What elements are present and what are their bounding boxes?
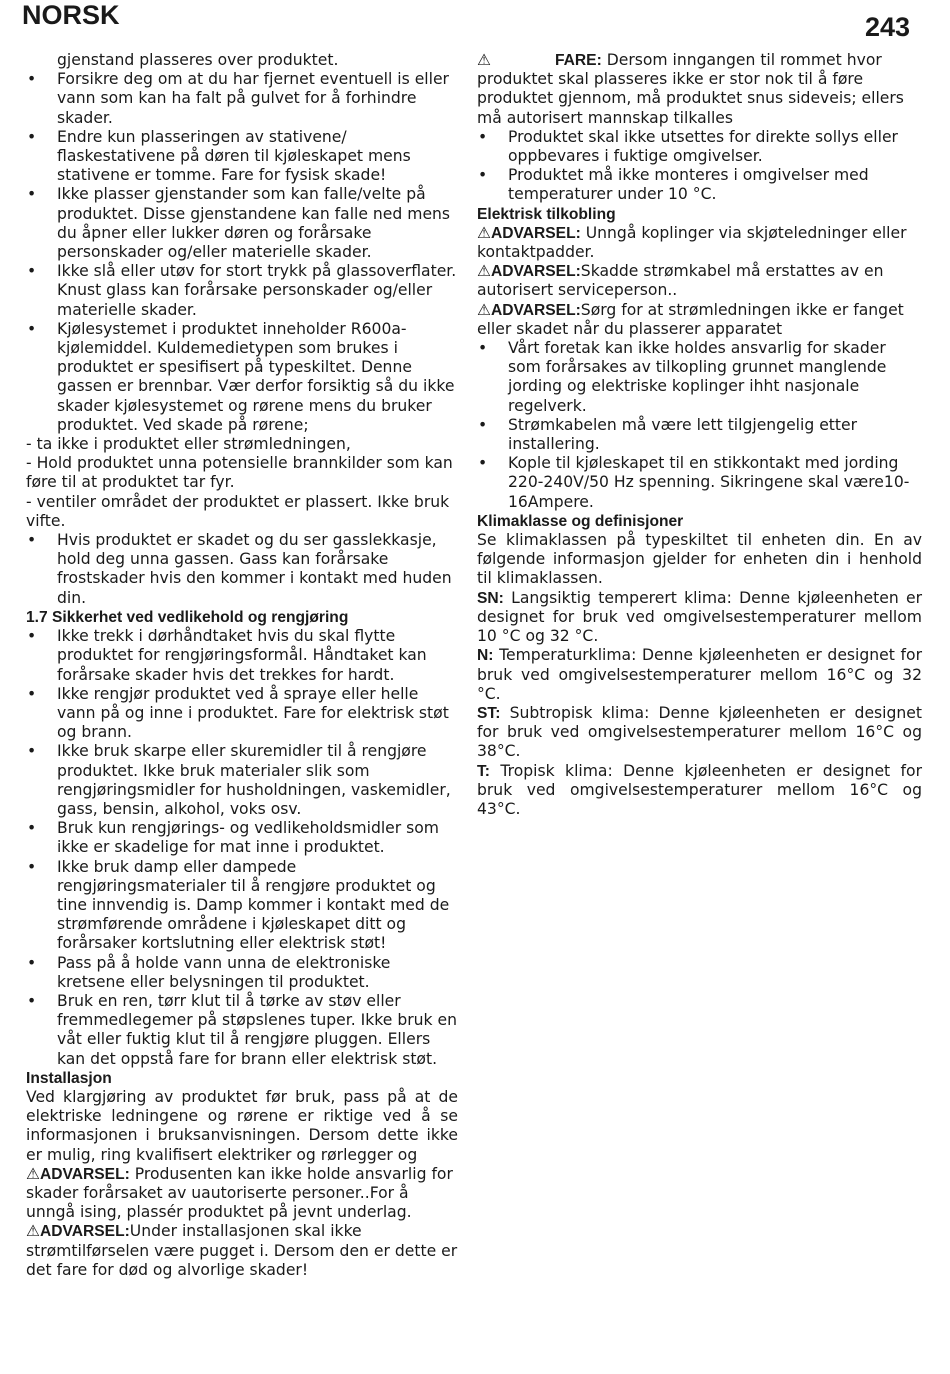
safety-list-b bbox=[26, 531, 458, 608]
climate-code: N: bbox=[477, 647, 494, 665]
climate-class bbox=[477, 762, 922, 820]
list-item: • Bruk en ren, tørr klut til å tørke av støv eller fremmedlegemer på støpslenes tuper. Ikke bruk en våt eller fuktig klut til å rengjøre pluggen. Ellers kan det oppstå fare for brann eller elektrisk støt. bbox=[26, 992, 458, 1069]
warning-icon: ⚠ bbox=[26, 1164, 40, 1183]
section-heading-electric: Elektrisk tilkobling bbox=[477, 205, 616, 223]
list-item: • Kople til kjøleskapet til en stikkontakt med jording 220-240V/50 Hz spenning. Sikringene skal være10-16Ampere. bbox=[477, 454, 922, 512]
list-item: • Ikke plasser gjenstander som kan falle/velte på produktet. Disse gjenstandene kan falle ned mens du åpner eller lukker døren og forårsake personskader og/eller materielle skader. bbox=[26, 185, 458, 262]
warning-paragraph bbox=[477, 301, 922, 339]
warning-paragraph bbox=[26, 1165, 458, 1223]
left-column bbox=[26, 51, 458, 1280]
climate-class bbox=[477, 589, 922, 647]
climate-code: SN: bbox=[477, 589, 504, 607]
maintenance-list bbox=[26, 627, 458, 1069]
electric-list bbox=[477, 339, 922, 512]
list-item: • Ikke bruk skarpe eller skuremidler til å rengjøre produktet. Ikke bruk materialer slik som rengjøringsmidler for husholdningen, vaskemidler, gass, bensin, alkohol, voks osv. bbox=[26, 742, 458, 819]
warning-label: ADVARSEL: bbox=[490, 263, 581, 281]
warning-label: ADVARSEL: bbox=[39, 1223, 130, 1241]
warning-paragraph bbox=[477, 262, 922, 300]
climate-class bbox=[477, 704, 922, 762]
list-item: • Produktet skal ikke utsettes for direkte sollys eller oppbevares i fuktige omgivelser. bbox=[477, 128, 922, 166]
climate-code: ST: bbox=[477, 704, 501, 722]
warning-icon: ⚠ bbox=[477, 51, 491, 69]
climate-text: Temperaturklima: Denne kjøleenheten er designet for bruk ved omgivelsestemperaturer mellom 16°C og 32 °C. bbox=[477, 646, 922, 703]
list-item: • Ikke bruk damp eller dampede rengjøringsmaterialer til å rengjøre produktet og tine innvendig is. Damp kommer i kontakt med de strømførende områdene i kjøleskapet ditt og forårsaker kortslutning eller elektrisk støt! bbox=[26, 858, 458, 954]
list-item: • Ikke rengjør produktet ved å spraye eller helle vann på og inne i produktet. Fare for elektrisk støt og brann. bbox=[26, 685, 458, 743]
warning-icon: ⚠ bbox=[477, 223, 491, 242]
dash-line: - ventiler området der produktet er plassert. Ikke bruk vifte. bbox=[26, 492, 450, 530]
list-item: • Vårt foretak kan ikke holdes ansvarlig for skader som forårsakes av tilkopling grunnet manglende jording og elektriske koplinger ihht nasjonale regelverk. bbox=[477, 339, 922, 416]
warning-text: Under installasjonen skal ikke strømtilførselen være pugget i. Dersom den er dette er det fare for død og alvorlige skader! bbox=[26, 1222, 458, 1279]
warning-text: Skadde strømkabel må erstattes av en autorisert serviceperson.. bbox=[477, 262, 884, 300]
climate-class bbox=[477, 646, 922, 704]
language-header: NORSK bbox=[22, 0, 120, 30]
list-item: • Forsikre deg om at du har fjernet eventuell is eller vann som kan ha falt på gulvet for å forhindre skader. bbox=[26, 70, 458, 128]
section-heading-installation: Installasjon bbox=[26, 1069, 112, 1087]
warning-icon: ⚠ bbox=[477, 262, 491, 281]
list-item: • Ikke trekk i dørhåndtaket hvis du skal flytte produktet for rengjøringsformål. Håndtaket kan forårsake skader hvis det trekkes for hardt. bbox=[26, 627, 458, 685]
section-heading-maintenance: 1.7 Sikkerhet ved vedlikehold og rengjøring bbox=[26, 608, 349, 626]
list-item: • Bruk kun rengjørings- og vedlikeholdsmidler som ikke er skadelige for mat inne i produktet. bbox=[26, 819, 458, 857]
right-column bbox=[477, 51, 922, 819]
installation-paragraph: Ved klargjøring av produktet før bruk, pass på at de elektriske ledningene og rørene er riktige ved å se informasjonen i bruksanvisningen. Dersom dette ikke er mulig, ring kvalifisert elektriker og rørlegger og bbox=[26, 1087, 458, 1164]
warning-paragraph bbox=[26, 1222, 458, 1280]
danger-label: FARE: bbox=[554, 52, 602, 69]
climate-text: Tropisk klima: Denne kjøleenheten er designet for bruk ved omgivelsestemperaturer mellom 16°C og 43°C. bbox=[477, 761, 922, 818]
danger-paragraph bbox=[477, 51, 922, 128]
list-item: • Hvis produktet er skadet og du ser gasslekkasje, hold deg unna gassen. Gass kan forårsake frostskader hvis den kommer i kontakt med huden din. bbox=[26, 531, 458, 608]
section-heading-climate: Klimaklasse og definisjoner bbox=[477, 512, 684, 530]
climate-text: Subtropisk klima: Denne kjøleenheten er designet for bruk ved omgivelsestemperaturer mellom 16°C og 38°C. bbox=[477, 703, 922, 761]
climate-text: Langsiktig temperert klima: Denne kjøleenheten er designet for bruk ved omgivelsestemperaturer mellom 10 °C og 32 °C. bbox=[477, 588, 922, 646]
dash-line: - ta ikke i produktet eller strømledningen, bbox=[26, 435, 351, 454]
climate-intro: Se klimaklassen på typeskiltet til enheten din. En av følgende informasjon gjelder for enheten din i henhold til klimaklassen. bbox=[477, 531, 922, 588]
warning-label: ADVARSEL: bbox=[490, 301, 581, 319]
warning-label: ADVARSEL: bbox=[490, 224, 581, 242]
danger-text: Dersom inngangen til rommet hvor bbox=[601, 51, 882, 69]
list-item: • Endre kun plasseringen av stativene/ flaskestativene på døren til kjøleskapet mens stativene er tomme. Fare for fysisk skade! bbox=[26, 128, 458, 186]
warning-text: Produsenten kan ikke holde ansvarlig for skader forårsaket av uautoriserte personer..For å unngå ising, plassér produktet på jevnt underlag. bbox=[26, 1164, 453, 1222]
climate-code: T: bbox=[477, 762, 490, 780]
safety-list-a bbox=[26, 70, 458, 435]
warning-text: Sørg for at strømledningen ikke er fanget eller skadet når du plasserer apparatet bbox=[477, 300, 904, 338]
list-item: • Strømkabelen må være lett tilgjengelig etter installering. bbox=[477, 416, 922, 454]
list-item: • Produktet må ikke monteres i omgivelser med temperaturer under 10 °C. bbox=[477, 166, 922, 204]
page-number: 243 bbox=[864, 12, 910, 42]
placement-list bbox=[477, 128, 922, 205]
list-item: • Ikke slå eller utøv for stort trykk på glassoverflater. Knust glass kan forårsake personskader og/eller materielle skader. bbox=[26, 262, 458, 320]
danger-text-cont: produktet skal plasseres ikke er stor nok til å føre produktet gjennom, må produktet snus sideveis; ellers må autorisert mannskap tilkalles bbox=[477, 70, 904, 127]
continued-line: gjenstand plasseres over produktet. bbox=[57, 51, 339, 69]
warning-icon: ⚠ bbox=[477, 300, 491, 319]
warning-paragraph bbox=[477, 224, 922, 262]
dash-line: - Hold produktet unna potensielle brannkilder som kan føre til at produktet tar fyr. bbox=[26, 454, 453, 492]
warning-text: Unngå koplinger via skjøteledninger eller kontaktpadder. bbox=[477, 223, 907, 262]
warning-label: ADVARSEL: bbox=[39, 1165, 130, 1183]
warning-icon: ⚠ bbox=[26, 1222, 40, 1241]
list-item: • Pass på å holde vann unna de elektroniske kretsene eller belysningen til produktet. bbox=[26, 954, 458, 992]
list-item: • Kjølesystemet i produktet inneholder R600a-kjølemiddel. Kuldemedietypen som brukes i produktet er spesifisert på typeskiltet. Denne gassen er brennbar. Vær derfor forsiktig så du ikke skader kjølesystemet og rørene mens du bruker produktet. Ved skade på rørene; bbox=[26, 320, 458, 435]
